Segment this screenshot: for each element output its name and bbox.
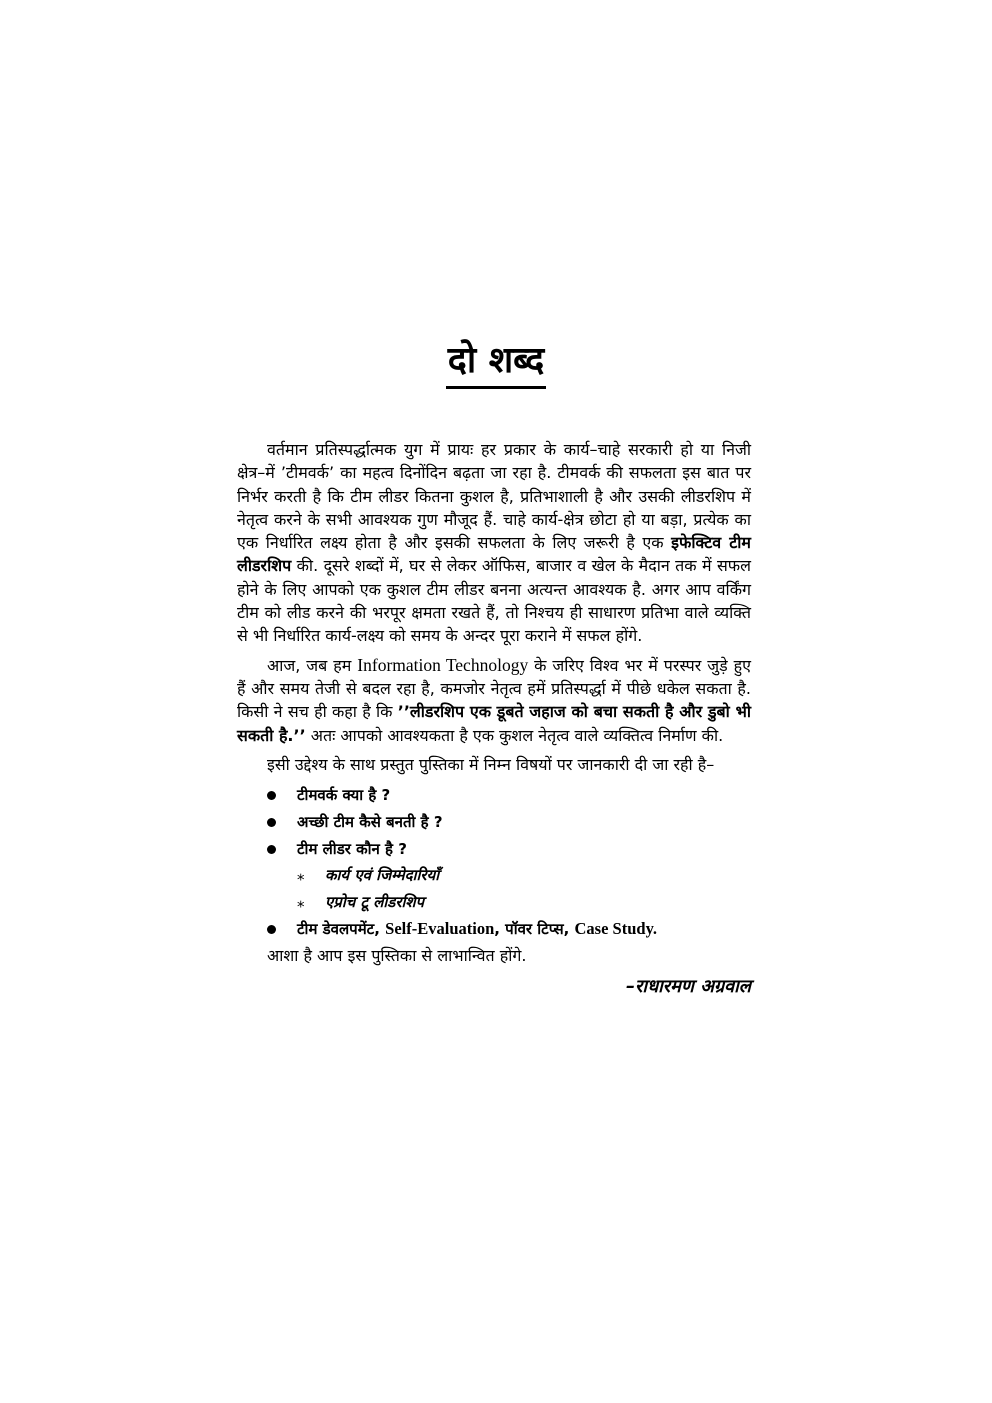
bullet-icon — [267, 818, 276, 827]
bullet-icon — [267, 845, 276, 854]
topic-item-label-d: Case Study. — [574, 918, 658, 938]
paragraph-it-text-b: के जरिए विश्व भर में परस्पर जुड़े हुए हैं और समय तेजी से बदल रहा है, कमजोर नेतृत्व हमें प्रतिस्पर्द्धा में पीछे धकेल सकता है. किसी ने सच ही कहा है कि — [237, 655, 752, 722]
paragraph-it-text-c: अतः आपको आवश्यकता है एक कुशल नेतृत्व वाले व्यक्तित्व निर्माण की. — [305, 725, 724, 745]
paragraph-it-english-term: Information Technology — [357, 654, 529, 675]
topic-item-label: अच्छी टीम कैसे बनती है ? — [297, 812, 443, 831]
paragraph-intro-text-b: की. दूसरे शब्दों में, घर से लेकर ऑफिस, बाजार व खेल के मैदान तक में सफल होने के लिए आपको एक कुशल टीम लीडर बनना अत्यन्त आवश्यक है. अगर आप वर्किंग टीम को लीड करने की भरपूर क्षमता रखते हैं, तो निश्चय ही साधारण प्रतिभा वाले व्यक्ति से भी निर्धारित कार्य-लक्ष्य को समय के अन्दर पूरा कराने में सफल होंगे. — [237, 556, 751, 646]
asterisk-icon: ⁎ — [297, 866, 305, 885]
asterisk-icon: ⁎ — [297, 892, 305, 911]
paragraph-it — [237, 654, 751, 747]
topic-item — [237, 836, 751, 863]
closing-line: आशा है आप इस पुस्तिका से लाभान्वित होंगे. — [267, 946, 527, 966]
topic-item — [237, 916, 751, 943]
topic-item-label: टीम लीडर कौन है ? — [297, 839, 407, 858]
topic-item — [237, 782, 751, 809]
paragraph-it-text-a: आज, जब हम — [267, 655, 358, 675]
paragraph-topics-intro: इसी उद्देश्य के साथ प्रस्तुत पुस्तिका में निम्न विषयों पर जानकारी दी जा रही है– — [267, 754, 715, 774]
paragraph-intro-text-a: वर्तमान प्रतिस्पर्द्धात्मक युग में प्रायः हर प्रकार के कार्य–चाहे सरकारी हो या निजी क्षेत्र–में ’टीमवर्क’ का महत्व दिनोंदिन बढ़ता जा रहा है. टीमवर्क की सफलता इस बात पर निर्भर करती है कि टीम लीडर कितना कुशल है, प्रतिभाशाली है और उसकी लीडरशिप में नेतृत्व करने के सभी आवश्यक गुण मौजूद हैं. चाहे कार्य-क्षेत्र छोटा हो या बड़ा, प्रत्येक का एक निर्धारित लक्ष्य होता है और इसकी सफलता के लिए जरूरी है एक — [237, 440, 751, 553]
bullet-icon — [267, 791, 276, 800]
topic-subitem — [237, 889, 751, 916]
bullet-icon — [267, 925, 276, 934]
topic-subitem-label: कार्य एवं जिम्मेदारियाँ — [325, 866, 440, 885]
paragraph-it-quote: ’’लीडरशिप एक डूबते जहाज को बचा सकती है और डुबो भी सकती है.’’ — [237, 702, 751, 745]
page-heading — [0, 336, 992, 389]
topic-item-label: टीमवर्क क्या है ? — [297, 786, 391, 805]
topic-item — [237, 809, 751, 836]
topic-subitem-label: एप्रोच टू लीडरशिप — [325, 892, 425, 911]
topic-item-label-a: टीम डेवलपमेंट, — [297, 919, 386, 938]
paragraph-intro-bold: इफेक्टिव टीम लीडरशिप — [237, 533, 751, 576]
topic-item-label-b: Self-Evaluation — [385, 918, 495, 938]
author-signature: –राधारमण अग्रवाल — [626, 976, 751, 998]
paragraph-intro — [237, 438, 751, 648]
topic-subitem — [237, 862, 751, 889]
topic-item-label-c: , पॉवर टिप्स, — [494, 919, 575, 938]
topics-list — [237, 782, 751, 942]
foreword-body — [237, 438, 751, 1002]
page-heading-text: दो शब्द — [446, 336, 547, 389]
